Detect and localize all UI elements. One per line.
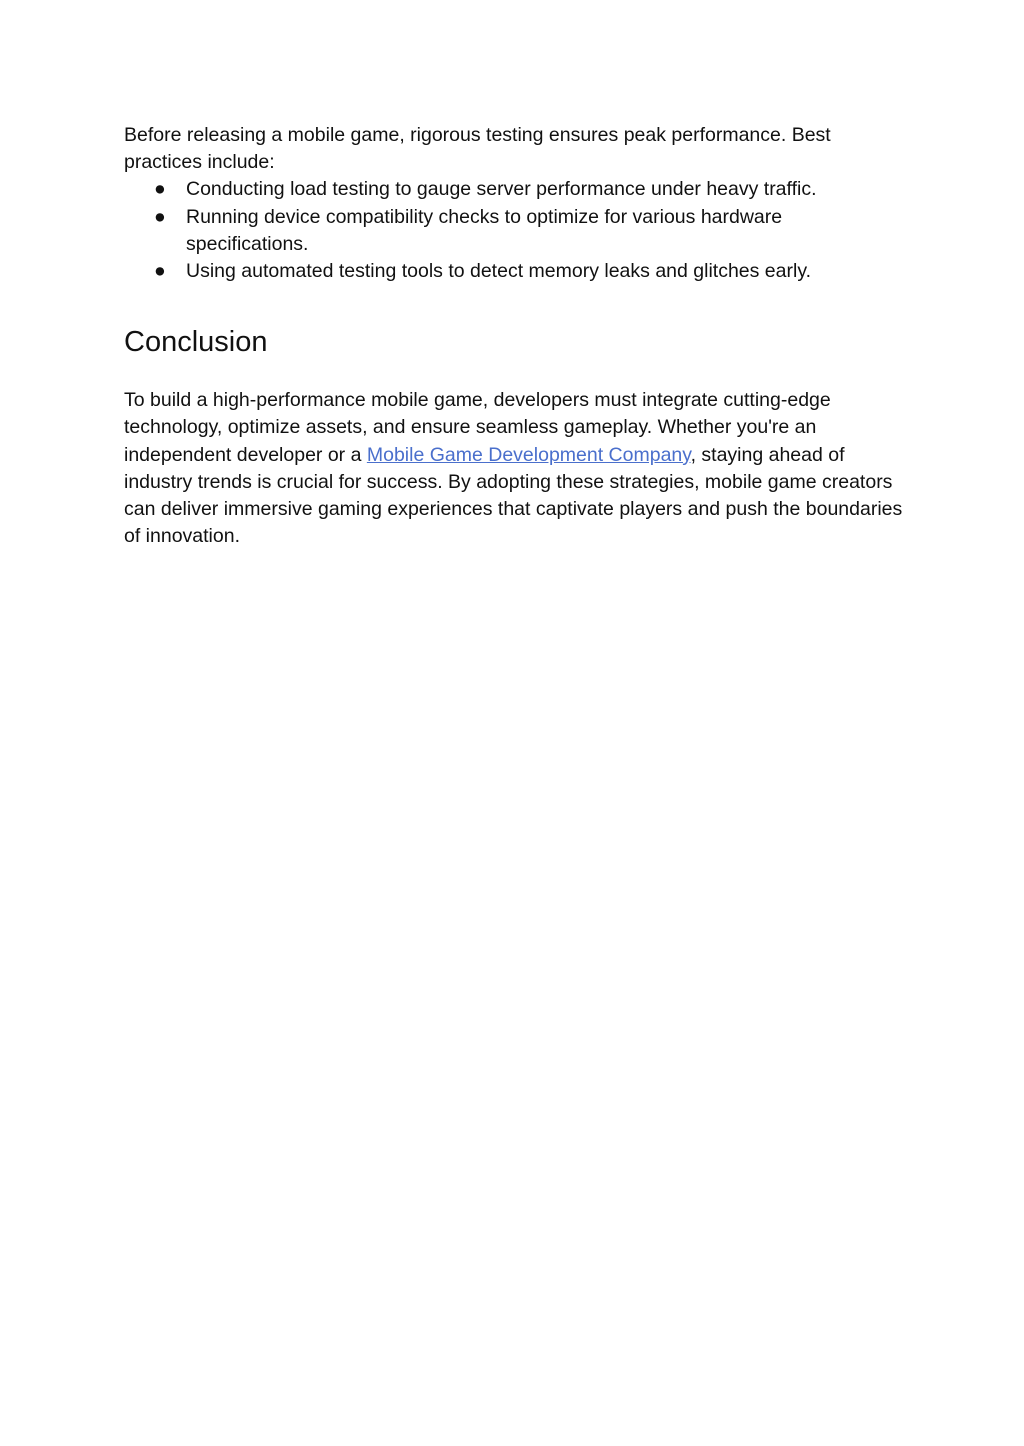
mobile-game-development-company-link[interactable]: Mobile Game Development Company — [366, 443, 691, 466]
bullet-icon: ● — [154, 205, 166, 228]
list-item-text: Running device compatibility checks to optimize for various hardware specifications. — [186, 205, 783, 255]
list-item — [124, 204, 904, 258]
list-item — [124, 176, 904, 203]
bullet-icon: ● — [154, 178, 166, 201]
conclusion-heading: Conclusion — [124, 326, 268, 359]
list-item-text: Using automated testing tools to detect memory leaks and glitches early. — [186, 260, 812, 283]
conclusion-text-end: , staying ahead of industry trends is crucial for success. By adopting these strategies, mobile game creators can deliver immersive gaming experiences that captivate players and push the boundaries of innovation. — [124, 443, 903, 548]
document-page — [124, 122, 904, 550]
conclusion-paragraph — [124, 387, 904, 550]
intro-paragraph: Before releasing a mobile game, rigorous testing ensures peak performance. Best practices include: — [124, 124, 831, 174]
bullet-icon: ● — [154, 260, 166, 283]
conclusion-text-start: To build a high-performance mobile game, developers must integrate cutting-edge technology, optimize assets, and ensure seamless gameplay. Whether you're an independent developer or a — [124, 389, 831, 466]
list-item-text: Conducting load testing to gauge server performance under heavy traffic. — [186, 178, 817, 201]
best-practices-list — [124, 176, 904, 285]
list-item — [124, 258, 904, 285]
